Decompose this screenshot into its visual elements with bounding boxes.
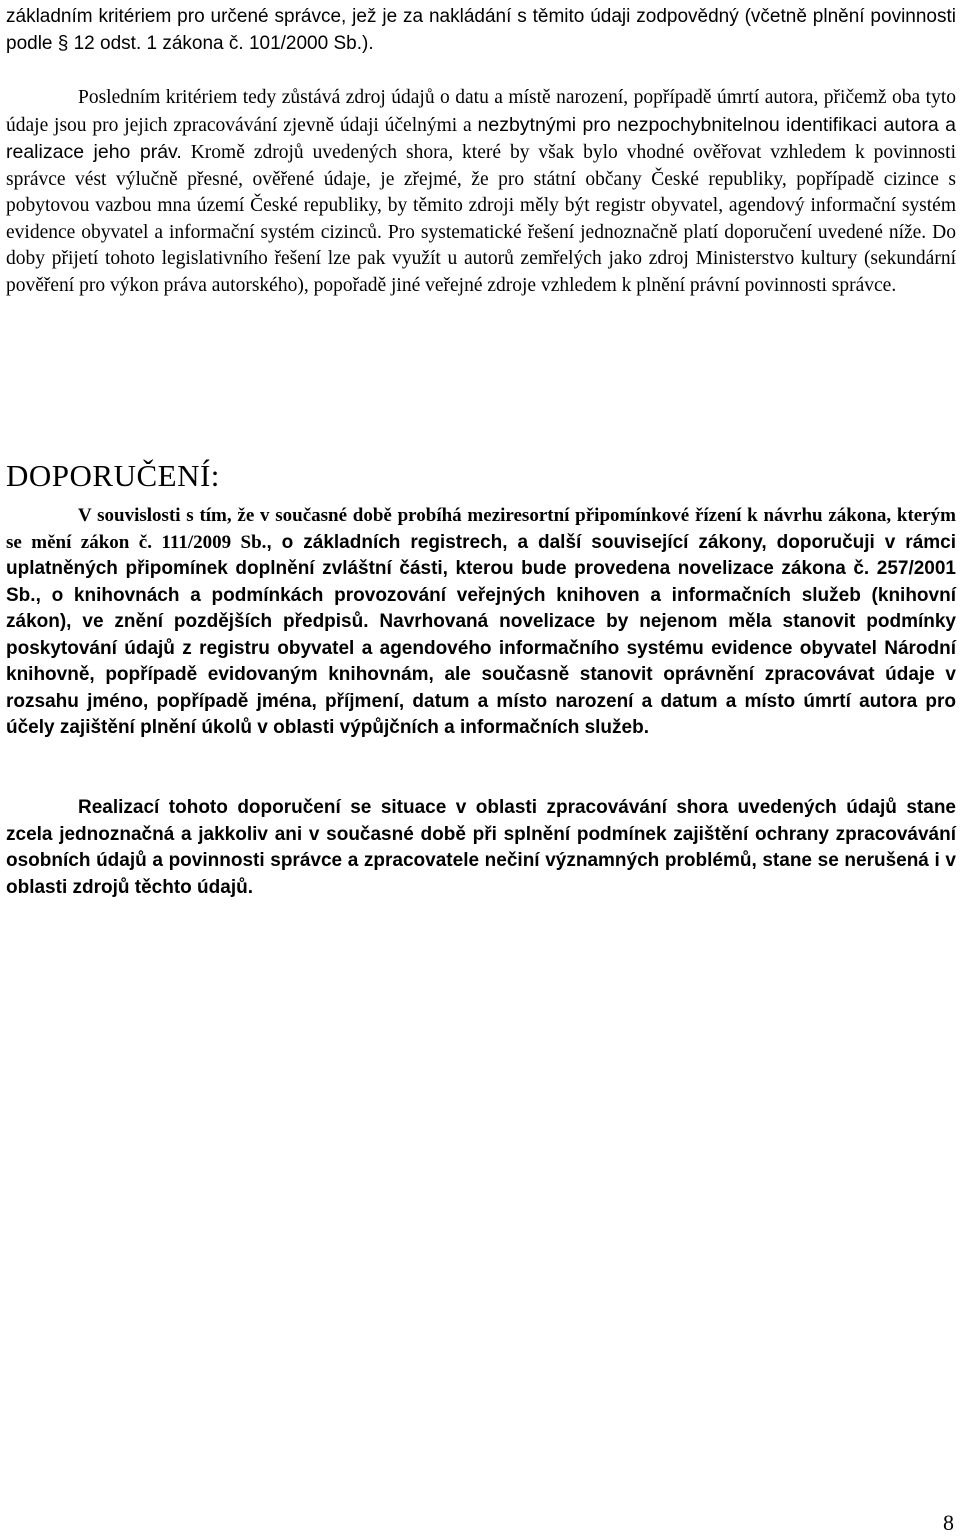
recommendation-part3: , o knihovnách a podmínkách provozování veřejných knihoven a informačních služeb (knihovní zákon), ve znění pozdějších předpisů. Navrhovaná novelizace by nejenom měla stanovit podmínky poskytování údajů z registru obyvatel a agendového informačního systému evidence obyvatel Národní knihovně, popřípadě evidovaným knihovnám, ale současně stanovit oprávnění zpracovávat údaje v rozsahu jméno, popřípadě jména, příjmení, datum a místo narození a datum a místo úmrtí autora pro účely zajištění plnění úkolů v oblasti výpůjčních a informačních služeb. <box>6 584 956 738</box>
paragraph-final: Realizací tohoto doporučení se situace v oblasti zpracovávání shora uvedených údajů stane zcela jednoznačná a jakkoliv ani v současné době při splnění podmínek zajištění ochrany zpracovávání osobních údajů a povinnosti správce a zpracovatele nečiní významných problémů, stane se nerušená i v oblasti zdrojů těchto údajů. <box>6 797 956 898</box>
recommendation-paragraph <box>6 503 956 742</box>
paragraph-main-part1: Posledním kritériem tedy zůstává zdroj údajů o datu a místě narození, popřípadě úmrtí autora, přičemž oba tyto údaje jsou pro jejich zpracovávání zjevně údaji účelnými a <box>6 87 956 136</box>
paragraph-top: základním kritériem pro určené správce, jež je za nakládání s těmito údaji zodpovědný (včetně plnění povinnosti podle § 12 odst. 1 zákona č. 101/2000 Sb.). <box>6 6 956 54</box>
paragraph-main-part3: Kromě zdrojů uvedených shora, které by však bylo vhodné ověřovat vzhledem k povinnosti správce vést výlučně přesné, ověřené údaje, je zřejmé, že pro státní občany České republiky, popřípadě cizince s pobytovou vazbou mna území České republiky, by těmito zdroji měly být registr obyvatel, agendový informační systém evidence obyvatel a informační systém cizinců. Pro systematické řešení jednoznačně platí doporučení uvedené níže. Do doby přijetí tohoto legislativního řešení lze pak využít u autorů zemřelých jako zdroj Ministerstvo kultury (sekundární pověření pro výkon práva autorského), popořadě jiné veřejné zdroje vzhledem k plnění právní povinnosti správce. <box>6 142 956 296</box>
paragraph-main-part2: nezbytnými pro nezpochybnitelnou identifikaci autora a realizace jeho práv. <box>6 113 956 163</box>
recommendation-part1: V souvislosti s tím, že v současné době probíhá meziresortní připomínkové řízení k návrhu zákona, kterým se mění zákon č. 111/2009 Sb. <box>6 505 956 553</box>
recommendation-heading: DOPORUČENÍ: <box>6 458 220 493</box>
page-number: 8 <box>943 1510 954 1535</box>
paragraph-main <box>6 85 956 299</box>
recommendation-part2: , o základních registrech, a další související zákony, doporučuji v rámci uplatněných připomínek doplnění zvláštní části, kterou bude provedena novelizace zákona č. 257/2001 Sb. <box>6 531 956 606</box>
